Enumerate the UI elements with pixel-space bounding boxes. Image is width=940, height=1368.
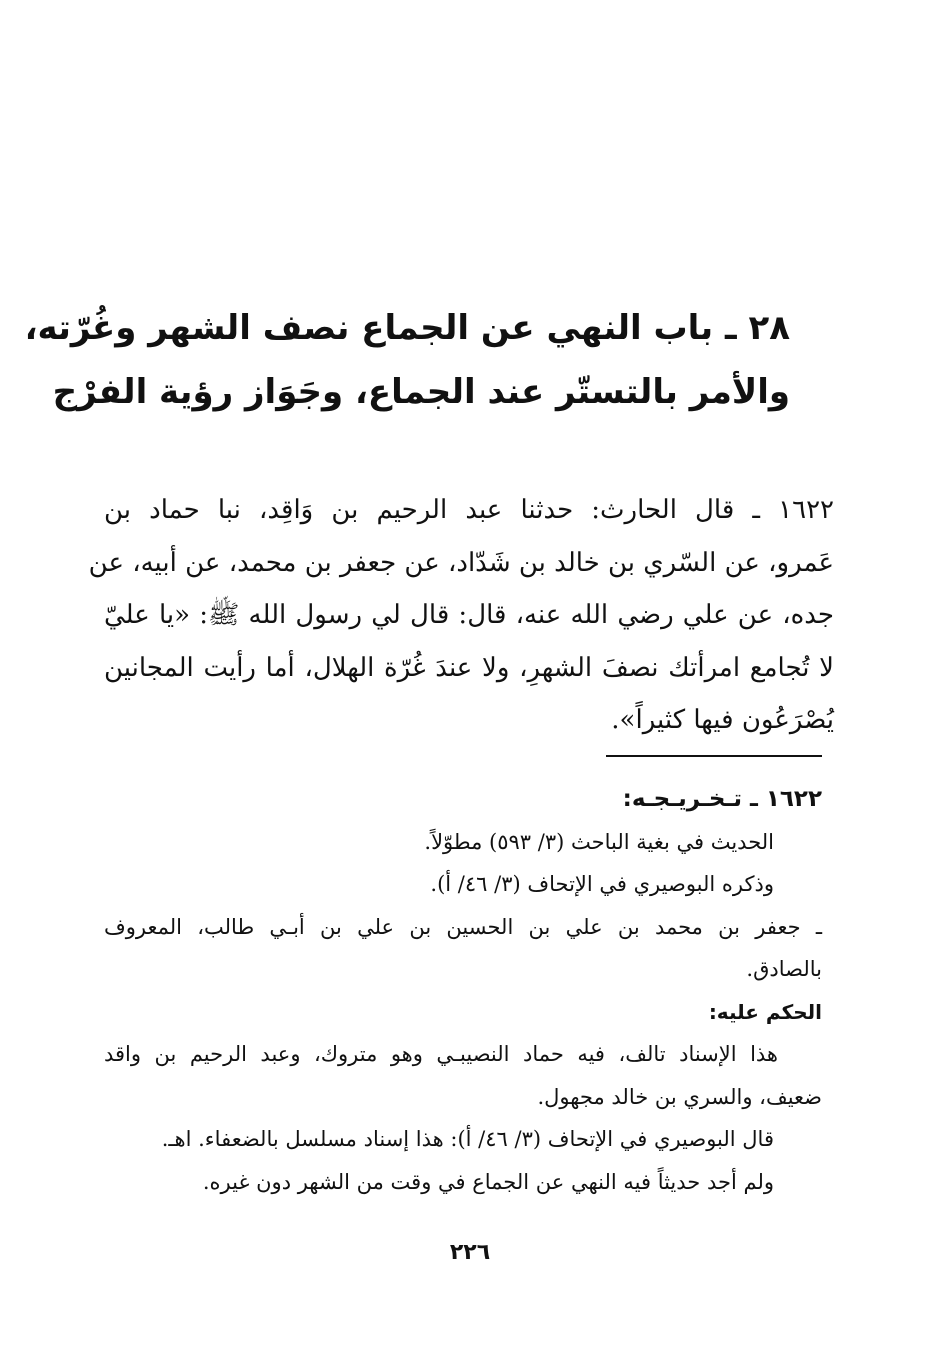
chapter-title [24, 296, 790, 424]
hadith-line-3: جده، عن علي رضي الله عنه، قال: قال لي رسول الله ﷺ: «يا عليّ [104, 600, 834, 630]
hadith-line-1: ١٦٢٢ ـ قال الحارث: حدثنا عبد الرحيم بن وَاقِد، نبا حماد بن [104, 495, 834, 525]
hadith-line-2: عَمرو، عن السّري بن خالد بن شَدّاد، عن جعفر بن محمد، عن أبيه، عن [88, 547, 834, 578]
takhrij-line-2: وذكره البوصيري في الإتحاف (٣/ ٤٦/ أ). [430, 872, 774, 896]
page-number: ٢٢٦ [449, 1240, 491, 1265]
footnotes [104, 778, 822, 1203]
hukm-line-3: قال البوصيري في الإتحاف (٣/ ٤٦/ أ): هذا إسناد مسلسل بالضعفاء. اهـ. [161, 1127, 774, 1151]
hukm-line-1: هذا الإسناد تالف، فيه حماد النصيبـي وهو متروك، وعبد الرحيم بن واقد [104, 1042, 778, 1066]
chapter-title-line-2: والأمر بالتستّر عند الجماع، وجَوَاز رؤية الفرْج [52, 372, 790, 412]
hukm-line-2: ضعيف، والسري بن خالد مجهول. [537, 1084, 822, 1109]
takhrij-heading: ١٦٢٢ ـ تـخـريـجـه: [622, 786, 822, 812]
hadith-text [88, 484, 834, 747]
hadith-line-4: لا تُجامع امرأتك نصفَ الشهرِ، ولا عندَ غُرّة الهلال، أما رأيت المجانين [104, 652, 834, 683]
chapter-title-line-1: ٢٨ ـ باب النهي عن الجماع نصف الشهر وغُرّته، [24, 308, 790, 348]
takhrij-line-3: ـ جعفر بن محمد بن علي بن الحسين بن علي بن أبـي طالب، المعروف [104, 914, 822, 939]
footnote-divider [606, 755, 822, 757]
hukm-line-4: ولم أجد حديثاً فيه النهي عن الجماع في وقت من الشهر دون غيره. [202, 1169, 774, 1194]
hukm-heading: الحكم عليه: [708, 999, 822, 1024]
takhrij-line-4: بالصادق. [746, 957, 822, 981]
takhrij-line-1: الحديث في بغية الباحث (٣/ ٥٩٣) مطوّلاً. [424, 829, 774, 854]
hadith-line-5: يُصْرَعُون فيها كثيراً». [611, 705, 834, 735]
